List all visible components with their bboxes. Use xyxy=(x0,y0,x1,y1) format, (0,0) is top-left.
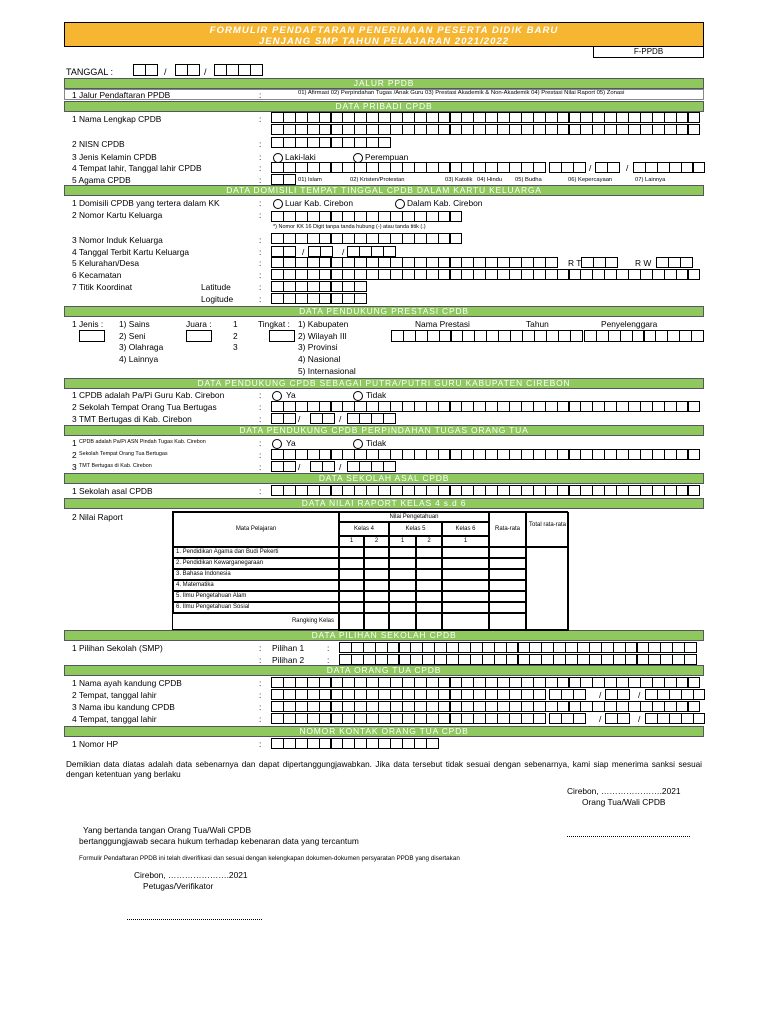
tempat-lahir-box[interactable] xyxy=(533,162,546,173)
raport-score-cell[interactable] xyxy=(416,591,442,602)
field-colon: : xyxy=(259,450,262,460)
nama-ayah-box[interactable] xyxy=(688,677,701,688)
label-rw: R W xyxy=(635,258,652,268)
desa-char-box[interactable] xyxy=(545,257,558,268)
label-nik: 3 Nomor Induk Keluarga xyxy=(72,235,163,245)
prestasi-penyelenggara-header: Penyelenggara xyxy=(601,319,658,329)
tanggal-sep2: / xyxy=(204,67,207,77)
ttl-ayah-sep1: / xyxy=(599,690,602,700)
tmt-guru-sep1: / xyxy=(298,414,301,424)
label-tgl-kk: 4 Tanggal Terbit Kartu Keluarga xyxy=(72,247,190,257)
label-lat: Latitude xyxy=(201,282,231,292)
label-pilihan-1: Pilihan 1 xyxy=(272,643,305,653)
prestasi-tingkat-opt: 5) Internasional xyxy=(298,366,356,376)
tempat-lahir-ayah-box[interactable] xyxy=(533,689,546,700)
raport-semester-header: 2 xyxy=(364,536,389,547)
rt-box[interactable] xyxy=(605,257,618,268)
prestasi-jenis-input[interactable] xyxy=(79,330,105,342)
tgl-ayah-year-box[interactable] xyxy=(693,689,706,700)
field-colon: : xyxy=(259,152,262,162)
raport-ranking-cell[interactable] xyxy=(364,613,389,631)
raport-score-cell[interactable] xyxy=(389,591,416,602)
section-putra-guru: DATA PENDUKUNG CPDB SEBAGAI PUTRA/PUTRI GURU KABUPATEN CIREBON xyxy=(64,378,704,389)
tempat-lahir-ibu-box[interactable] xyxy=(533,713,546,724)
tgl-kk-sep2: / xyxy=(342,247,345,257)
label-nisn: 2 NISN CPDB xyxy=(72,139,125,149)
tanggal-day-box[interactable] xyxy=(145,64,158,76)
raport-total-cell[interactable] xyxy=(526,547,569,631)
prestasi-penyelenggara-box[interactable] xyxy=(691,330,704,342)
kk-note: *) Nomor KK 16 Digit tanpa tanda hubung (-) atau tanda titik (.) xyxy=(273,224,426,230)
raport-subject-row: 4. Matematika xyxy=(173,580,339,591)
verify-text: Formulir Pendaftaran PPDB ini telah diverifikasi dan sesuai dengan kelengkapan dokumen-dokumen persyaratan PPDB yang disertakan xyxy=(79,855,460,862)
sekolah-asal-box[interactable] xyxy=(688,485,701,496)
radio-dalam[interactable] xyxy=(395,199,405,209)
label-pindah-tidak: Tidak xyxy=(366,438,387,448)
raport-score-cell[interactable] xyxy=(389,602,416,613)
raport-score-cell[interactable] xyxy=(416,547,442,558)
form-title-line2: JENJANG SMP TAHUN PELAJARAN 2021/2022 xyxy=(258,36,510,47)
tmt-pindah-day-box[interactable] xyxy=(283,461,296,472)
tgl-kk-day-box[interactable] xyxy=(283,246,296,257)
raport-score-cell[interactable] xyxy=(442,569,489,580)
field-colon: : xyxy=(259,462,262,472)
num-perpindahan-1: 1 xyxy=(72,438,77,448)
tmt-guru-day-box[interactable] xyxy=(283,413,296,424)
ttl-ibu-sep2: / xyxy=(638,714,641,724)
tanggal-sep1: / xyxy=(164,67,167,77)
raport-score-cell[interactable] xyxy=(339,569,364,580)
label-tmt-guru: 3 TMT Bertugas di Kab. Cirebon xyxy=(72,414,192,424)
prestasi-tingkat-opt: 1) Kabupaten xyxy=(298,319,349,329)
prestasi-jenis-opt: 3) Olahraga xyxy=(119,342,164,352)
raport-rata-cell[interactable] xyxy=(489,558,526,569)
nisn-digit-box[interactable] xyxy=(378,137,391,148)
agama-opt: 01) Islam xyxy=(298,177,322,183)
pilihan-colon-2: : xyxy=(327,643,330,653)
field-colon: : xyxy=(259,294,262,304)
label-nama: 1 Nama Lengkap CPDB xyxy=(72,114,162,124)
label-luar: Luar Kab. Cirebon xyxy=(285,198,353,208)
label-perpindahan-3: TMT Bertugas di Kab. Cirebon xyxy=(79,463,152,469)
raport-ranking-cell[interactable] xyxy=(389,613,416,631)
sign-date: Cirebon, ………………….2021 xyxy=(567,786,681,796)
label-koordinat: 7 Titik Koordinat xyxy=(72,282,133,292)
raport-score-cell[interactable] xyxy=(364,591,389,602)
field-colon: : xyxy=(259,210,262,220)
raport-table xyxy=(172,511,568,630)
sign-role: Orang Tua/Wali CPDB xyxy=(582,797,666,807)
agama-opt: 02) Kristen/Protestan xyxy=(350,177,405,183)
prestasi-jenis-opt: 2) Seni xyxy=(119,331,146,341)
raport-score-cell[interactable] xyxy=(442,591,489,602)
raport-total-header: Total rata-rata xyxy=(526,512,569,547)
raport-score-cell[interactable] xyxy=(416,580,442,591)
section-jalur: JALUR PPDB xyxy=(64,78,704,89)
label-ttl-ibu: 4 Tempat, tanggal lahir xyxy=(72,714,157,724)
raport-rata-header: Rata-rata xyxy=(489,512,526,547)
resp-line2: bertanggungjawab secara hukum terhadap kebenaran data yang tercantum xyxy=(79,836,359,846)
radio-guru-ya[interactable] xyxy=(272,391,282,401)
raport-score-cell[interactable] xyxy=(364,547,389,558)
form-code: F-PPDB xyxy=(593,46,704,58)
prestasi-jenis-opt: 1) Sains xyxy=(119,319,150,329)
prestasi-tahun-box[interactable] xyxy=(570,330,583,342)
label-laki: Laki-laki xyxy=(285,152,316,162)
raport-score-cell[interactable] xyxy=(339,602,364,613)
agama-code-box[interactable] xyxy=(283,174,296,185)
field-colon: : xyxy=(259,258,262,268)
label-domisili: 1 Domisili CPDB yang tertera dalam KK xyxy=(72,198,220,208)
field-colon: : xyxy=(259,270,262,280)
prestasi-jenis-label: 1 Jenis : xyxy=(72,319,104,329)
section-kontak: NOMOR KONTAK ORANG TUA CPDB xyxy=(64,726,704,737)
kecamatan-char-box[interactable] xyxy=(688,269,701,280)
label-guru-tidak: Tidak xyxy=(366,390,387,400)
prestasi-juara-label: Juara : xyxy=(186,319,212,329)
radio-pindah-tidak[interactable] xyxy=(353,439,363,449)
label-hp: 1 Nomor HP xyxy=(72,739,119,749)
nama-char-box[interactable] xyxy=(688,124,701,135)
raport-rata-cell[interactable] xyxy=(489,569,526,580)
field-colon: : xyxy=(259,678,262,688)
raport-score-cell[interactable] xyxy=(364,580,389,591)
tgl-ayah-day-box[interactable] xyxy=(573,689,586,700)
raport-score-cell[interactable] xyxy=(442,580,489,591)
label-kk: 2 Nomor Kartu Keluarga xyxy=(72,210,163,220)
ttl-sep1: / xyxy=(589,163,592,173)
raport-score-cell[interactable] xyxy=(389,580,416,591)
label-rt: R T xyxy=(568,258,582,268)
raport-ranking-rata-cell[interactable] xyxy=(489,613,526,631)
raport-score-cell[interactable] xyxy=(389,547,416,558)
ttl-sep2: / xyxy=(626,163,629,173)
sekolah-guru-box[interactable] xyxy=(688,401,701,412)
parent-signature-line[interactable] xyxy=(567,836,690,837)
raport-score-cell[interactable] xyxy=(416,602,442,613)
raport-score-cell[interactable] xyxy=(364,558,389,569)
tmt-pindah-sep1: / xyxy=(298,462,301,472)
raport-subject-row: 1. Pendidikan Agama dan Budi Pekerti xyxy=(173,547,339,558)
pilihan-colon-1: : xyxy=(259,643,262,653)
raport-rata-cell[interactable] xyxy=(489,580,526,591)
raport-score-cell[interactable] xyxy=(416,558,442,569)
prestasi-tingkat-opt: 2) Wilayah III xyxy=(298,331,347,341)
jalur-label: 1 Jalur Pendaftaran PPDB xyxy=(72,90,171,100)
label-desa: 5 Kelurahan/Desa xyxy=(72,258,140,268)
prestasi-tingkat-input[interactable] xyxy=(269,330,295,342)
label-perempuan: Perempuan xyxy=(365,152,409,162)
field-colon: : xyxy=(259,414,262,424)
prestasi-nama-box[interactable] xyxy=(522,330,535,342)
tmt-pindah-month-box[interactable] xyxy=(322,461,335,472)
raport-semester-header: 1 xyxy=(442,536,489,547)
pilihan1-box[interactable] xyxy=(684,642,697,653)
tgl-ibu-year-box[interactable] xyxy=(693,713,706,724)
section-sekolah-asal: DATA SEKOLAH ASAL CPDB xyxy=(64,473,704,484)
radio-pindah-ya[interactable] xyxy=(272,439,282,449)
label-ttl-ayah: 2 Tempat, tanggal lahir xyxy=(72,690,157,700)
tgl-kk-year-box[interactable] xyxy=(383,246,396,257)
label-sekolah-asal: 1 Sekolah asal CPDB xyxy=(72,486,153,496)
rw-box[interactable] xyxy=(680,257,693,268)
tgl-lahir-year-box[interactable] xyxy=(693,162,706,173)
field-colon: : xyxy=(259,198,262,208)
prestasi-juara-opt: 1 xyxy=(233,319,238,329)
prestasi-juara-opt: 2 xyxy=(233,331,238,341)
raport-kelas5-header: Kelas 5 xyxy=(389,522,442,536)
prestasi-tingkat-opt: 3) Provinsi xyxy=(298,342,338,352)
verifier-signature-line[interactable] xyxy=(127,919,262,920)
label-pilihan: 1 Pilihan Sekolah (SMP) xyxy=(72,643,163,653)
field-colon: : xyxy=(259,247,262,257)
tmt-pindah-sep2: / xyxy=(339,462,342,472)
verify-date: Cirebon, ………………….2021 xyxy=(134,870,248,880)
nama-char-box[interactable] xyxy=(688,112,701,123)
label-agama: 5 Agama CPDB xyxy=(72,175,131,185)
prestasi-tahun-header: Tahun xyxy=(526,319,549,329)
ttl-ibu-sep1: / xyxy=(599,714,602,724)
prestasi-juara-input[interactable] xyxy=(186,330,212,342)
label-dalam: Dalam Kab. Cirebon xyxy=(407,198,483,208)
tanggal-month-box[interactable] xyxy=(187,64,200,76)
field-colon: : xyxy=(259,175,262,185)
section-raport: DATA NILAI RAPORT KELAS 4 s.d 6 xyxy=(64,498,704,509)
field-colon: : xyxy=(259,235,262,245)
label-perpindahan-2: Sekolah Tempat Orang Tua Bertugas xyxy=(79,451,168,457)
raport-subject-row: 3. Bahasa Indonesia xyxy=(173,569,339,580)
tgl-kk-sep1: / xyxy=(302,247,305,257)
agama-opt: 06) Kepercayaan xyxy=(568,177,613,183)
raport-rata-cell[interactable] xyxy=(489,591,526,602)
field-colon: : xyxy=(259,739,262,749)
raport-score-cell[interactable] xyxy=(339,580,364,591)
tmt-pindah-year-box[interactable] xyxy=(383,461,396,472)
raport-score-cell[interactable] xyxy=(389,569,416,580)
field-colon: : xyxy=(259,402,262,412)
raport-score-cell[interactable] xyxy=(442,558,489,569)
tmt-guru-year-box[interactable] xyxy=(383,413,396,424)
statement-text: Demikian data diatas adalah data sebenarnya dan dapat dipertanggungjawabkan. Jika data tersebut tidak sesuai dengan sebenarnya, kami siap menerima sanksi sesuai dengan ketentuan yang berlaku xyxy=(66,760,702,779)
section-prestasi: DATA PENDUKUNG PRESTASI CPDB xyxy=(64,306,704,317)
prestasi-nama-header: Nama Prestasi xyxy=(415,319,470,329)
field-colon: : xyxy=(259,390,262,400)
label-pilihan-2: Pilihan 2 xyxy=(272,655,305,665)
raport-score-cell[interactable] xyxy=(442,602,489,613)
label-sekolah-guru: 2 Sekolah Tempat Orang Tua Bertugas xyxy=(72,402,217,412)
raport-mapel-header: Mata Pelajaran xyxy=(173,512,339,547)
raport-subject-row: 6. Ilmu Pengetahuan Sosial xyxy=(173,602,339,613)
num-perpindahan-2: 2 xyxy=(72,450,77,460)
form-title-line1: FORMULIR PENDAFTARAN PENERIMAAN PESERTA DIDIK BARU xyxy=(209,25,559,36)
raport-kelas6-header: Kelas 6 xyxy=(442,522,489,536)
raport-score-cell[interactable] xyxy=(339,558,364,569)
pilihan-colon-4: : xyxy=(327,655,330,665)
nik-digit-box[interactable] xyxy=(450,233,463,244)
label-raport: 2 Nilai Raport xyxy=(72,512,123,522)
field-colon: : xyxy=(259,438,262,448)
field-colon: : xyxy=(259,486,262,496)
raport-score-cell[interactable] xyxy=(364,602,389,613)
agama-opt: 07) Lainnya xyxy=(635,177,666,183)
pilihan2-box[interactable] xyxy=(684,654,697,665)
label-ibu: 3 Nama ibu kandung CPDB xyxy=(72,702,175,712)
latitude-box[interactable] xyxy=(354,281,367,292)
section-pilihan: DATA PILIHAN SEKOLAH CPDB xyxy=(64,630,704,641)
pilihan-colon-3: : xyxy=(259,655,262,665)
tmt-guru-sep2: / xyxy=(339,414,342,424)
raport-subject-row: 2. Pendidikan Kewarganegaraan xyxy=(173,558,339,569)
raport-ranking-label: Rangking Kelas xyxy=(173,613,339,631)
label-lon: Logitude xyxy=(201,294,234,304)
raport-semester-header: 1 xyxy=(389,536,416,547)
label-putra-guru: 1 CPDB adalah Pa/Pi Guru Kab. Cirebon xyxy=(72,390,225,400)
nomor-hp-box[interactable] xyxy=(426,738,439,749)
field-colon: : xyxy=(259,139,262,149)
raport-score-cell[interactable] xyxy=(364,569,389,580)
raport-score-cell[interactable] xyxy=(339,591,364,602)
prestasi-jenis-opt: 4) Lainnya xyxy=(119,354,159,364)
resp-line1: Yang bertanda tangan Orang Tua/Wali CPDB xyxy=(83,825,252,835)
section-orang-tua: DATA ORANG TUA CPDB xyxy=(64,665,704,676)
nama-ibu-box[interactable] xyxy=(688,701,701,712)
raport-semester-header: 2 xyxy=(416,536,442,547)
field-colon: : xyxy=(259,163,262,173)
agama-opt: 03) Katolik xyxy=(445,177,473,183)
verifier-role: Petugas/Verifikator xyxy=(143,881,214,891)
label-perpindahan-1: CPDB adalah Pa/Pi ASN Pindah Tugas Kab. Cirebon xyxy=(79,439,206,445)
raport-score-cell[interactable] xyxy=(389,558,416,569)
raport-score-cell[interactable] xyxy=(442,547,489,558)
label-guru-ya: Ya xyxy=(286,390,296,400)
tgl-kk-month-box[interactable] xyxy=(320,246,333,257)
label-kecamatan: 6 Kecamatan xyxy=(72,270,122,280)
prestasi-tingkat-opt: 4) Nasional xyxy=(298,354,341,364)
prestasi-tingkat-label: Tingkat : xyxy=(258,319,290,329)
tgl-ibu-day-box[interactable] xyxy=(573,713,586,724)
field-colon: : xyxy=(259,702,262,712)
section-pribadi: DATA PRIBADI CPDB xyxy=(64,101,704,112)
label-jk: 3 Jenis Kelamin CPDB xyxy=(72,152,157,162)
raport-kelas4-header: Kelas 4 xyxy=(339,522,389,536)
field-colon: : xyxy=(259,90,262,100)
agama-opt: 05) Budha xyxy=(515,177,542,183)
agama-opt: 04) Hindu xyxy=(477,177,503,183)
raport-ranking-cell[interactable] xyxy=(416,613,442,631)
raport-semester-header: 1 xyxy=(339,536,364,547)
tgl-ayah-month-box[interactable] xyxy=(617,689,630,700)
raport-rata-cell[interactable] xyxy=(489,602,526,613)
label-ttl: 4 Tempat lahir, Tanggal lahir CPDB xyxy=(72,163,202,173)
raport-score-cell[interactable] xyxy=(339,547,364,558)
kk-digit-box[interactable] xyxy=(450,211,463,222)
section-perpindahan: DATA PENDUKUNG CPDB PERPINDAHAN TUGAS ORANG TUA xyxy=(64,425,704,436)
raport-ranking-cell[interactable] xyxy=(339,613,364,631)
field-colon: : xyxy=(259,282,262,292)
sekolah-pindah-box[interactable] xyxy=(688,449,701,460)
tanggal-year-box[interactable] xyxy=(250,64,263,76)
field-colon: : xyxy=(259,714,262,724)
prestasi-juara-opt: 3 xyxy=(233,342,238,352)
field-colon: : xyxy=(259,114,262,124)
raport-ranking-cell[interactable] xyxy=(442,613,489,631)
label-ayah: 1 Nama ayah kandung CPDB xyxy=(72,678,182,688)
tmt-guru-month-box[interactable] xyxy=(322,413,335,424)
raport-subject-row: 5. Ilmu Pengetahuan Alam xyxy=(173,591,339,602)
jalur-options: 01) Afirmasi 02) Perpindahan Tugas /Anak Guru 03) Prestasi Akademik & Non-Akademik 04) Prestasi Nilai Raport 05) Zonasi xyxy=(298,90,625,96)
ttl-ayah-sep2: / xyxy=(638,690,641,700)
tgl-ibu-month-box[interactable] xyxy=(617,713,630,724)
label-pindah-ya: Ya xyxy=(286,438,296,448)
radio-luar[interactable] xyxy=(273,199,283,209)
tgl-lahir-month-box[interactable] xyxy=(607,162,620,173)
tgl-lahir-day-box[interactable] xyxy=(573,162,586,173)
radio-guru-tidak[interactable] xyxy=(353,391,363,401)
raport-nilai-header: Nilai Pengetahuan xyxy=(339,512,489,522)
raport-score-cell[interactable] xyxy=(416,569,442,580)
num-perpindahan-3: 3 xyxy=(72,462,77,472)
form-title-bar xyxy=(64,22,704,47)
tanggal-label: TANGGAL : xyxy=(66,67,114,77)
section-domisili: DATA DOMISILI TEMPAT TINGGAL CPDB DALAM KARTU KELUARGA xyxy=(64,185,704,196)
longitude-box[interactable] xyxy=(354,293,367,304)
field-colon: : xyxy=(259,690,262,700)
raport-rata-cell[interactable] xyxy=(489,547,526,558)
